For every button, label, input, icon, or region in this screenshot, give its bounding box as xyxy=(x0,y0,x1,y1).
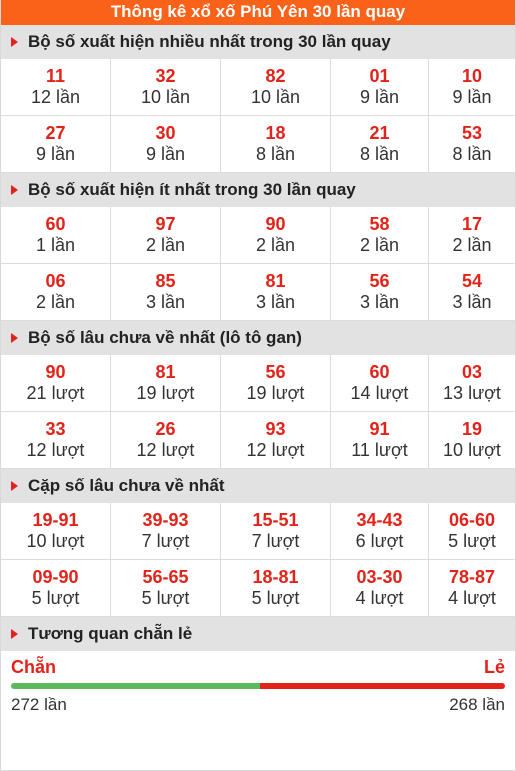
lottery-number: 03 xyxy=(461,362,483,382)
occurrence-count: 21 lượt xyxy=(26,383,85,403)
chanle-counts xyxy=(1,689,515,715)
page-title: Thông kê xổ xố Phú Yên 30 lần quay xyxy=(1,0,515,25)
occurrence-count: 9 lần xyxy=(359,87,400,107)
lottery-number: 09-90 xyxy=(32,567,79,587)
number-cell xyxy=(331,355,429,412)
number-cell xyxy=(111,560,221,617)
number-cell xyxy=(331,116,429,173)
lottery-number: 91 xyxy=(369,419,390,439)
number-cell xyxy=(429,59,515,116)
number-cell xyxy=(111,412,221,469)
number-grid xyxy=(1,59,515,173)
occurrence-count: 1 lần xyxy=(35,235,76,255)
occurrence-count: 5 lượt xyxy=(31,588,80,608)
occurrence-count: 12 lượt xyxy=(26,440,85,460)
lottery-number: 56 xyxy=(369,271,390,291)
number-cell xyxy=(429,264,515,321)
lottery-number: 81 xyxy=(265,271,286,291)
number-cell xyxy=(1,116,111,173)
number-grid xyxy=(1,207,515,321)
lottery-number: 01 xyxy=(369,66,390,86)
occurrence-count: 12 lần xyxy=(30,87,81,107)
chanle-bar xyxy=(11,683,505,689)
occurrence-count: 8 lần xyxy=(255,144,296,164)
number-cell xyxy=(221,264,331,321)
triangle-bullet-icon xyxy=(11,481,18,491)
occurrence-count: 3 lần xyxy=(255,292,296,312)
chanle-labels xyxy=(1,651,515,683)
number-cell xyxy=(221,116,331,173)
occurrence-count: 2 lần xyxy=(452,235,492,255)
lottery-number: 26 xyxy=(155,419,176,439)
lottery-number: 19 xyxy=(461,419,483,439)
occurrence-count: 10 lần xyxy=(250,87,301,107)
occurrence-count: 2 lần xyxy=(35,292,76,312)
section-header xyxy=(1,469,515,503)
number-cell xyxy=(1,59,111,116)
occurrence-count: 4 lượt xyxy=(355,588,404,608)
lottery-number: 97 xyxy=(155,214,176,234)
number-cell xyxy=(331,412,429,469)
occurrence-count: 19 lượt xyxy=(246,383,305,403)
number-cell xyxy=(1,503,111,560)
occurrence-count: 5 lượt xyxy=(251,588,300,608)
lottery-number: 78-87 xyxy=(448,567,496,587)
lottery-number: 54 xyxy=(461,271,483,291)
section-header xyxy=(1,173,515,207)
occurrence-count: 4 lượt xyxy=(448,588,496,608)
even-count: 272 lần xyxy=(11,695,67,714)
number-cell xyxy=(221,412,331,469)
occurrence-count: 3 lần xyxy=(359,292,400,312)
stats-section xyxy=(1,469,515,617)
lottery-number: 21 xyxy=(369,123,390,143)
section-heading: Bộ số lâu chưa về nhất (lô tô gan) xyxy=(28,328,302,347)
number-cell xyxy=(111,207,221,264)
even-bar xyxy=(11,683,260,689)
occurrence-count: 12 lượt xyxy=(136,440,195,460)
occurrence-count: 5 lượt xyxy=(448,531,496,551)
lottery-number: 81 xyxy=(155,362,176,382)
lottery-number: 10 xyxy=(461,66,483,86)
occurrence-count: 3 lần xyxy=(452,292,492,312)
lottery-number: 06 xyxy=(45,271,66,291)
lottery-number: 90 xyxy=(45,362,66,382)
number-cell xyxy=(1,412,111,469)
occurrence-count: 11 lượt xyxy=(351,440,408,460)
number-cell xyxy=(111,116,221,173)
occurrence-count: 5 lượt xyxy=(141,588,190,608)
lottery-number: 18-81 xyxy=(252,567,299,587)
number-cell xyxy=(429,503,515,560)
occurrence-count: 9 lần xyxy=(35,144,76,164)
lottery-number: 85 xyxy=(155,271,176,291)
number-cell xyxy=(429,116,515,173)
lottery-number: 18 xyxy=(265,123,286,143)
lottery-number: 15-51 xyxy=(252,510,299,530)
section-heading: Tương quan chẵn lẻ xyxy=(28,624,193,643)
number-cell xyxy=(221,560,331,617)
section-header xyxy=(1,25,515,59)
even-label: Chẵn xyxy=(11,656,56,677)
number-cell xyxy=(111,264,221,321)
odd-label: Lẻ xyxy=(483,656,505,677)
lottery-number: 17 xyxy=(461,214,483,234)
lottery-number: 58 xyxy=(369,214,390,234)
number-cell xyxy=(111,355,221,412)
lottery-number: 60 xyxy=(45,214,66,234)
section-header xyxy=(1,321,515,355)
number-cell xyxy=(221,59,331,116)
number-cell xyxy=(331,59,429,116)
occurrence-count: 2 lần xyxy=(255,235,296,255)
number-cell xyxy=(331,207,429,264)
odd-count: 268 lần xyxy=(449,695,505,714)
lottery-number: 34-43 xyxy=(356,510,403,530)
occurrence-count: 7 lượt xyxy=(251,531,300,551)
occurrence-count: 3 lần xyxy=(145,292,186,312)
lottery-number: 39-93 xyxy=(142,510,189,530)
lottery-number: 11 xyxy=(45,66,66,86)
stats-sections xyxy=(1,25,515,617)
occurrence-count: 10 lần xyxy=(140,87,191,107)
lottery-number: 60 xyxy=(369,362,390,382)
number-grid xyxy=(1,355,515,469)
section-header xyxy=(1,617,515,651)
number-cell xyxy=(1,560,111,617)
occurrence-count: 19 lượt xyxy=(136,383,195,403)
occurrence-count: 10 lượt xyxy=(26,531,85,551)
number-cell xyxy=(111,503,221,560)
number-cell xyxy=(1,264,111,321)
number-cell xyxy=(221,503,331,560)
lottery-number: 30 xyxy=(155,123,176,143)
lottery-number: 03-30 xyxy=(356,567,403,587)
triangle-bullet-icon xyxy=(11,37,18,47)
lottery-number: 56 xyxy=(265,362,286,382)
triangle-bullet-icon xyxy=(11,333,18,343)
occurrence-count: 14 lượt xyxy=(350,383,409,403)
occurrence-count: 2 lần xyxy=(145,235,186,255)
odd-bar xyxy=(260,683,505,689)
number-cell xyxy=(331,560,429,617)
section-heading: Bộ số xuất hiện nhiều nhất trong 30 lần quay xyxy=(28,32,391,51)
number-cell xyxy=(429,207,515,264)
number-cell xyxy=(1,207,111,264)
chanle-section xyxy=(1,617,515,715)
triangle-bullet-icon xyxy=(11,629,18,639)
stats-section xyxy=(1,25,515,173)
stats-section xyxy=(1,321,515,469)
section-heading: Bộ số xuất hiện ít nhất trong 30 lần quay xyxy=(28,180,356,199)
occurrence-count: 13 lượt xyxy=(443,383,501,403)
number-cell xyxy=(1,355,111,412)
number-cell xyxy=(429,560,515,617)
occurrence-count: 12 lượt xyxy=(246,440,305,460)
lottery-number: 33 xyxy=(45,419,66,439)
occurrence-count: 8 lần xyxy=(452,144,492,164)
number-cell xyxy=(331,264,429,321)
lottery-number: 82 xyxy=(265,66,286,86)
number-cell xyxy=(429,412,515,469)
number-cell xyxy=(111,59,221,116)
lottery-number: 56-65 xyxy=(142,567,189,587)
lottery-number: 32 xyxy=(155,66,176,86)
occurrence-count: 2 lần xyxy=(359,235,400,255)
lottery-number: 27 xyxy=(45,123,66,143)
triangle-bullet-icon xyxy=(11,185,18,195)
lottery-number: 90 xyxy=(265,214,286,234)
lottery-number: 93 xyxy=(265,419,286,439)
occurrence-count: 7 lượt xyxy=(141,531,190,551)
number-cell xyxy=(221,207,331,264)
lottery-number: 19-91 xyxy=(32,510,79,530)
occurrence-count: 8 lần xyxy=(359,144,400,164)
occurrence-count: 9 lần xyxy=(452,87,492,107)
stats-section xyxy=(1,173,515,321)
lottery-number: 06-60 xyxy=(448,510,496,530)
number-cell xyxy=(221,355,331,412)
number-cell xyxy=(429,355,515,412)
occurrence-count: 9 lần xyxy=(145,144,186,164)
number-cell xyxy=(331,503,429,560)
occurrence-count: 10 lượt xyxy=(443,440,501,460)
number-grid xyxy=(1,503,515,617)
section-heading: Cặp số lâu chưa về nhất xyxy=(28,476,225,495)
lottery-number: 53 xyxy=(461,123,483,143)
occurrence-count: 6 lượt xyxy=(355,531,404,551)
